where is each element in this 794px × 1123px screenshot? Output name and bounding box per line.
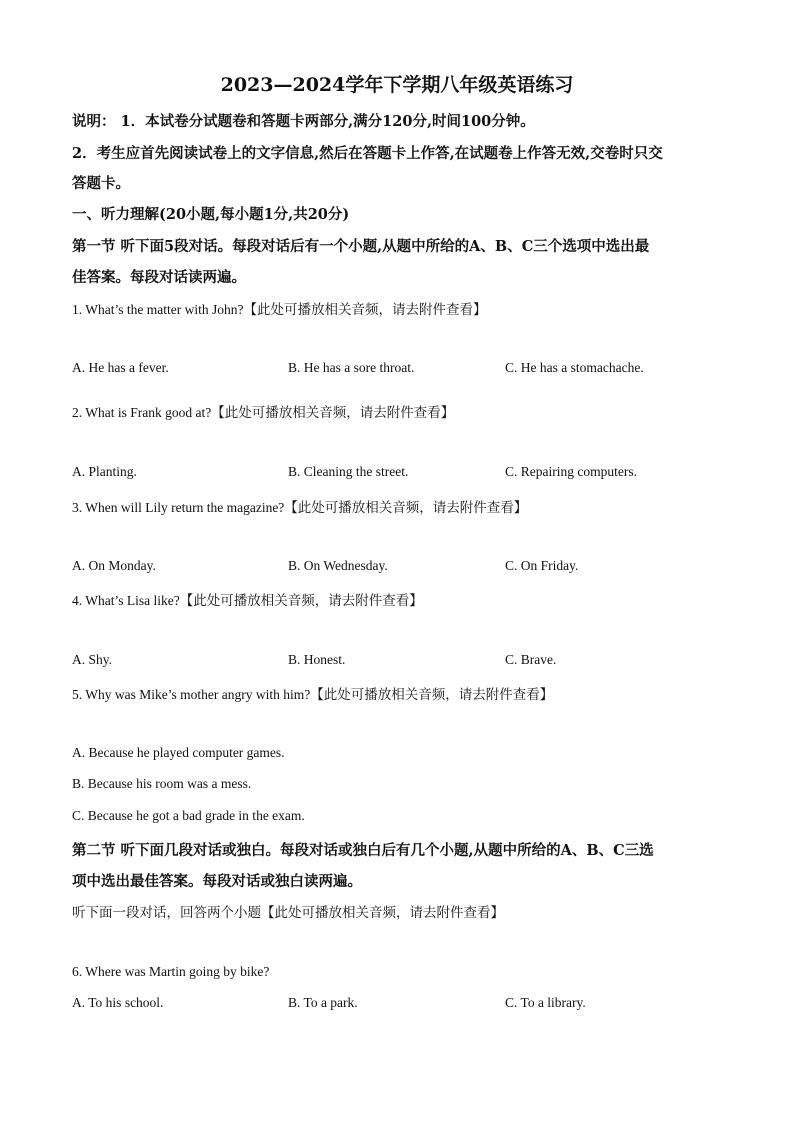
question-1-option-b: B. He has a sore throat.: [288, 360, 415, 375]
question-3-option-a: A. On Monday.: [72, 558, 156, 573]
notes-line-2: 2．考生应首先阅读试卷上的文字信息,然后在答题卡上作答,在试题卷上作答无效,交卷时只交: [72, 145, 663, 162]
part1-heading: 一、听力理解(20小题,每小题1分,共20分): [72, 206, 350, 223]
question-4-option-c: C. Brave.: [505, 652, 557, 667]
question-5-stem: 5. Why was Mike’s mother angry with him?【此处可播放相关音频，请去附件查看】: [72, 687, 554, 702]
question-6-option-b: B. To a park.: [288, 995, 358, 1010]
question-2-option-c: C. Repairing computers.: [505, 464, 637, 479]
question-4-option-a: A. Shy.: [72, 652, 113, 667]
section2-line-1: 第二节 听下面几段对话或独白。每段对话或独白后有几个小题,从题中所给的A、B、C三选: [72, 842, 654, 859]
question-3-stem: 3. When will Lily return the magazine?【此处可播放相关音频，请去附件查看】: [72, 500, 528, 515]
notes-line-1: 说明： 1．本试卷分试题卷和答题卡两部分,满分120分,时间100分钟。: [72, 113, 535, 130]
section1-line-1: 第一节 听下面5段对话。每段对话后有一个小题,从题中所给的A、B、C三个选项中选出最: [72, 238, 650, 255]
question-2-stem: 2. What is Frank good at?【此处可播放相关音频，请去附件查看】: [72, 405, 455, 420]
question-4-stem: 4. What’s Lisa like?【此处可播放相关音频，请去附件查看】: [72, 593, 423, 608]
question-4-option-b: B. Honest.: [288, 652, 346, 667]
question-2-option-b: B. Cleaning the street.: [288, 464, 409, 479]
section1-line-2: 佳答案。每段对话读两遍。: [72, 269, 246, 286]
notes-line-3: 答题卡。: [72, 175, 130, 192]
question-2-option-a: A. Planting.: [72, 464, 137, 479]
section2-line-2: 项中选出最佳答案。每段对话或独白读两遍。: [72, 873, 362, 890]
question-3-option-c: C. On Friday.: [505, 558, 579, 573]
question-1-option-c: C. He has a stomachache.: [505, 360, 644, 375]
question-6-stem: 6. Where was Martin going by bike?: [72, 964, 270, 979]
page-title: 2023—2024学年下学期八年级英语练习: [220, 74, 574, 96]
question-6-option-a: A. To his school.: [72, 995, 164, 1010]
section2-instruction: 听下面一段对话，回答两个小题【此处可播放相关音频，请去附件查看】: [72, 905, 504, 920]
question-5-option-c: C. Because he got a bad grade in the exam.: [72, 808, 305, 823]
question-5-option-b: B. Because his room was a mess.: [72, 776, 252, 791]
question-1-option-a: A. He has a fever.: [72, 360, 169, 375]
question-6-option-c: C. To a library.: [505, 995, 586, 1010]
question-5-option-a: A. Because he played computer games.: [72, 745, 285, 760]
question-1-stem: 1. What’s the matter with John?【此处可播放相关音频，请去附件查看】: [72, 302, 487, 317]
question-3-option-b: B. On Wednesday.: [288, 558, 388, 573]
